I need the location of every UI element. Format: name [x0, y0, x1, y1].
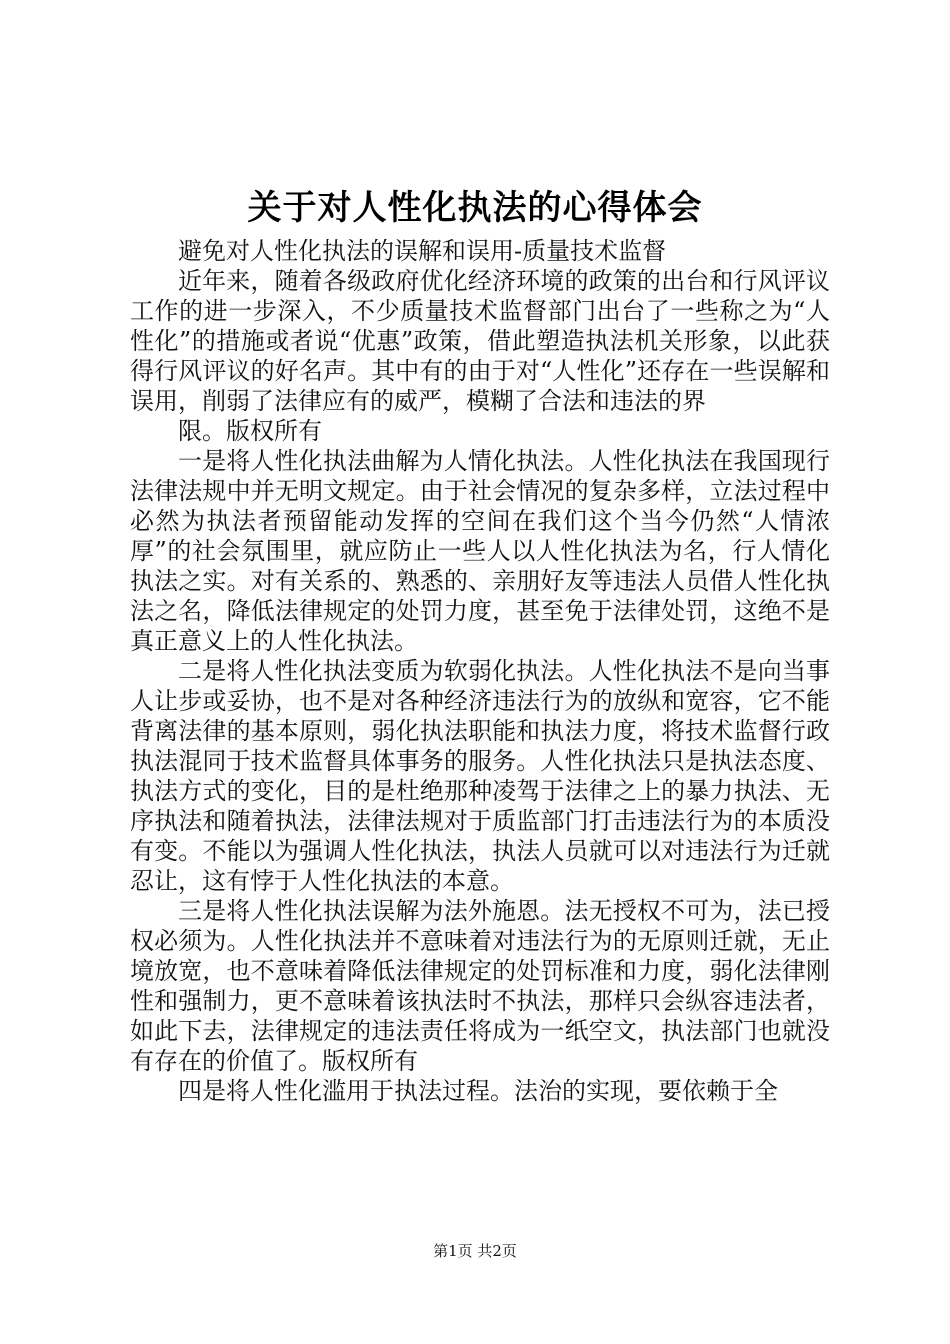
point-three-paragraph: 三是将人性化执法误解为法外施恩。法无授权不可为，法已授权必须为。人性化执法并不意味着对违法行为的无原则迁就，无止境放宽，也不意味着降低法律规定的处罚标准和力度，弱化法律刚性和强制力，更不意味着该执法时不执法，那样只会纵容违法者，如此下去，法律规定的违法责任将成为一纸空文，执法部门也就没有存在的价值了。版权所有 — [130, 897, 830, 1075]
subtitle-paragraph: 避免对人性化执法的误解和误用-质量技术监督 — [178, 237, 667, 265]
intro-continuation-paragraph: 限。版权所有 — [178, 417, 322, 445]
document-body — [130, 236, 830, 1106]
point-two-paragraph: 二是将人性化执法变质为软弱化执法。人性化执法不是向当事人让步或妥协，也不是对各种经济违法行为的放纵和宽容，它不能背离法律的基本原则，弱化执法职能和执法力度，将技术监督行政执法混同于技术监督具体事务的服务。人性化执法只是执法态度、执法方式的变化，目的是杜绝那种凌驾于法律之上的暴力执法、无序执法和随着执法，法律法规对于质监部门打击违法行为的本质没有变。不能以为强调人性化执法，执法人员就可以对违法行为迁就忍让，这有悖于人性化执法的本意。 — [130, 657, 830, 895]
point-four-paragraph: 四是将人性化滥用于执法过程。法治的实现，要依赖于全 — [178, 1077, 778, 1105]
document-title: 关于对人性化执法的心得体会 — [247, 188, 703, 228]
point-one-paragraph: 一是将人性化执法曲解为人情化执法。人性化执法在我国现行法律法规中并无明文规定。由于社会情况的复杂多样，立法过程中必然为执法者预留能动发挥的空间在我们这个当今仍然“人情浓厚”的社会氛围里，就应防止一些人以人性化执法为名，行人情化执法之实。对有关系的、熟悉的、亲朋好友等违法人员借人性化执法之名，降低法律规定的处罚力度，甚至免于法律处罚，这绝不是真正意义上的人性化执法。 — [130, 447, 830, 655]
intro-paragraph: 近年来，随着各级政府优化经济环境的政策的出台和行风评议工作的进一步深入，不少质量技术监督部门出台了一些称之为“人性化”的措施或者说“优惠”政策，借此塑造执法机关形象，以此获得行风评议的好名声。其中有的由于对“人性化”还存在一些误解和误用，削弱了法律应有的威严，模糊了合法和违法的界 — [130, 267, 830, 415]
page-number-footer: 第1页 共2页 — [433, 1242, 517, 1260]
